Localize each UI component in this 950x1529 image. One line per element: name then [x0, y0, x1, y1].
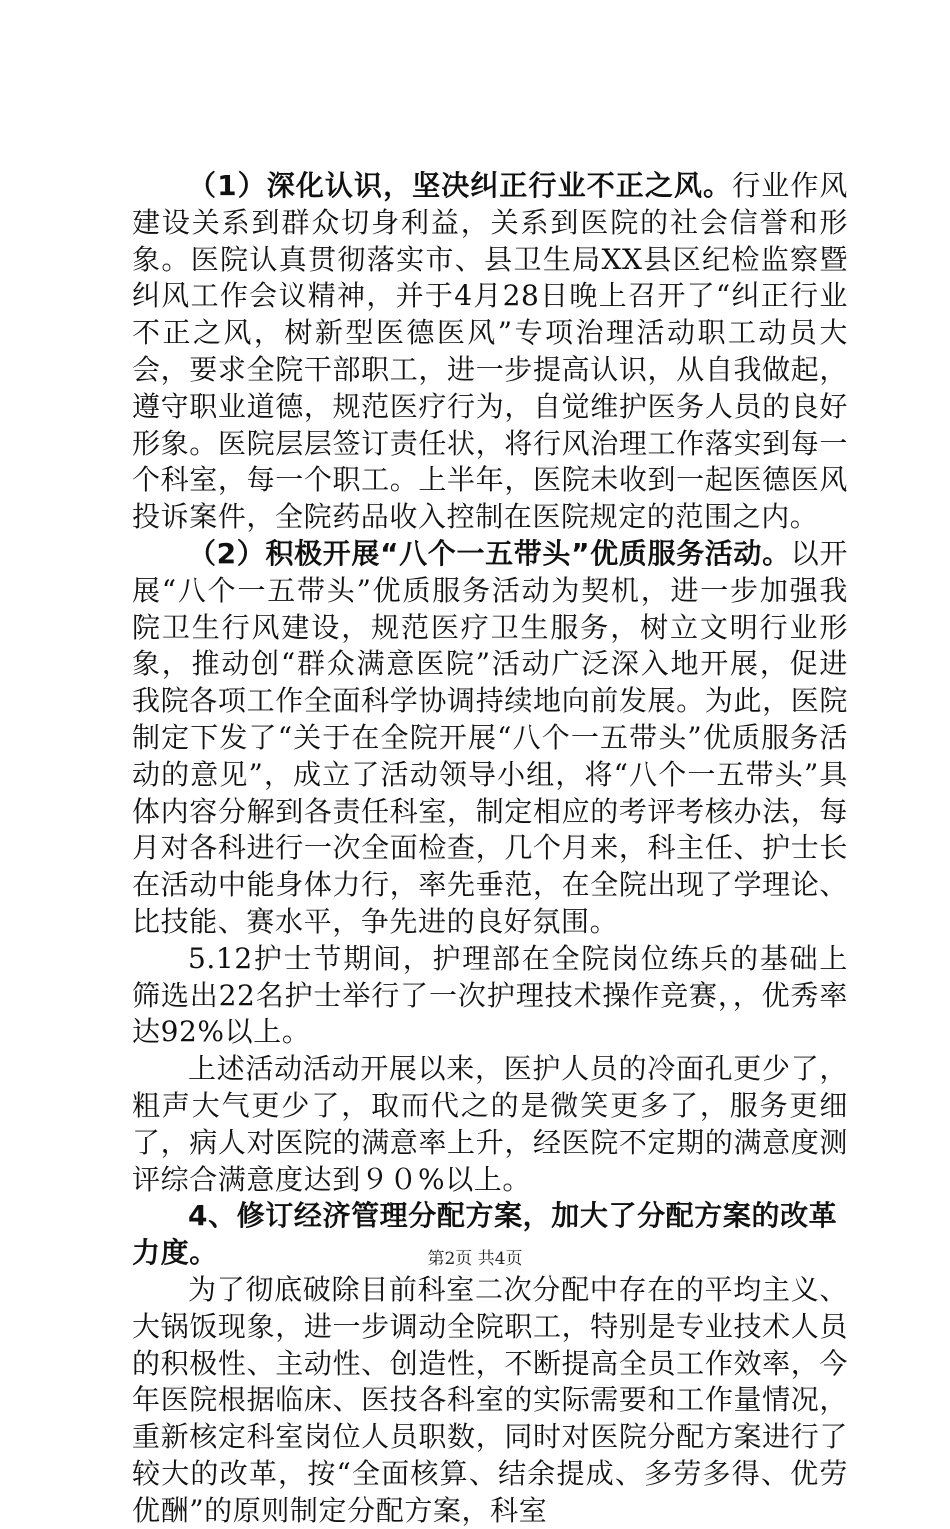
- paragraph-3: [132, 941, 848, 1051]
- paragraph-2-text: 以开展“八个一五带头”优质服务活动为契机，进一步加强我院卫生行风建设，规范医疗卫生服务，树立文明行业形象，推动创“群众满意医院”活动广泛深入地开展，促进我院各项工作全面科学协调持续地向前发展。为此，医院制定下发了“关于在全院开展“八个一五带头”优质服务活动的意见”，成立了活动领导小组，将“八个一五带头”具体内容分解到各责任科室，制定相应的考评考核办法，每月对各科进行一次全面检查，几个月来，科主任、护士长在活动中能身体力行，率先垂范，在全院出现了学理论、比技能、赛水平，争先进的良好氛围。: [132, 536, 848, 938]
- paragraph-4-text: 上述活动活动开展以来，医护人员的冷面孔更少了，粗声大气更少了，取而代之的是微笑更多了，服务更细了，病人对医院的满意率上升，经医院不定期的满意度测评综合满意度达到９０%以上。: [132, 1052, 848, 1196]
- paragraph-5-text: 为了彻底破除目前科室二次分配中存在的平均主义、大锅饭现象，进一步调动全院职工，特别是专业技术人员的积极性、主动性、创造性，不断提高全员工作效率，今年医院根据临床、医技各科室的实际需要和工作量情况，重新核定科室岗位人员职数，同时对医院分配方案进行了较大的改革，按“全面核算、结余提成、多劳多得、优劳优酬”的原则制定分配方案，科室: [132, 1272, 848, 1527]
- paragraph-1-lead: （1）深化认识，坚决纠正行业不正之风。: [188, 169, 733, 202]
- paragraph-3-text: 5.12护士节期间，护理部在全院岗位练兵的基础上筛选出22名护士举行了一次护理技术操作竞赛，，优秀率达92%以上。: [132, 941, 848, 1049]
- paragraph-2-lead: （2）积极开展“八个一五带头”优质服务活动。: [188, 536, 791, 570]
- document-body: [132, 168, 848, 1529]
- paragraph-2: [132, 536, 848, 941]
- section-heading: 4、修订经济管理分配方案，加大了分配方案的改革力度。: [132, 1199, 838, 1270]
- paragraph-4: [132, 1051, 848, 1198]
- page-footer: 第2页 共4页: [427, 1249, 523, 1269]
- paragraph-1: [132, 168, 848, 536]
- paragraph-5: [132, 1272, 848, 1529]
- paragraph-1-text: 行业作风建设关系到群众切身利益，关系到医院的社会信誉和形象。医院认真贯彻落实市、县卫生局XX县区纪检监察暨纠风工作会议精神，并于4月28日晚上召开了“纠正行业不正之风，树新型医德医风”专项治理活动职工动员大会，要求全院干部职工，进一步提高认识，从自我做起，遵守职业道德，规范医疗行为，自觉维护医务人员的良好形象。医院层层签订责任状，将行风治理工作落实到每一个科室，每一个职工。上半年，医院未收到一起医德医风投诉案件，全院药品收入控制在医院规定的范围之内。: [132, 169, 849, 534]
